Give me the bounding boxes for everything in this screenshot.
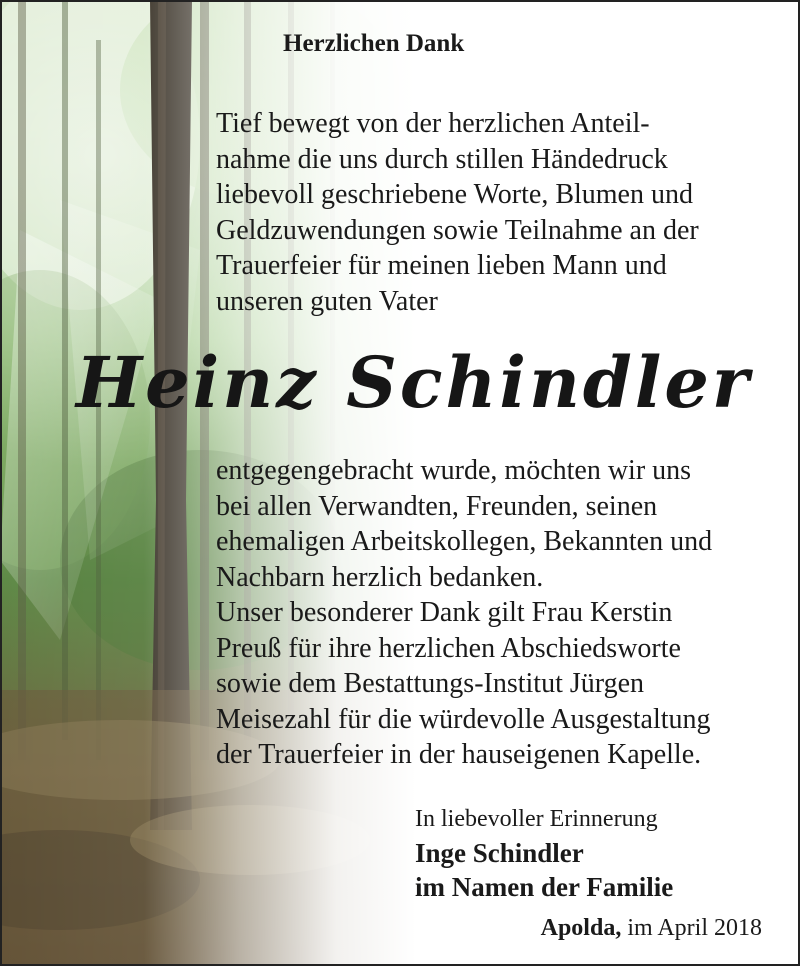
text-line: Geldzuwendungen sowie Teilnahme an der [216, 214, 699, 246]
text-line: unseren guten Vater [216, 285, 438, 317]
deceased-name: Heinz Schindler [76, 341, 752, 424]
text-line: sowie dem Bestattungs-Institut Jürgen [216, 668, 644, 699]
text-line: Unser besonderer Dank gilt Frau Kerstin [216, 597, 673, 628]
text-line: entgegengebracht wurde, möchten wir uns [216, 455, 692, 486]
text-line: liebevoll geschriebene Worte, Blumen und [216, 179, 693, 210]
special-thanks-paragraph [216, 595, 764, 773]
text-line: ehemaligen Arbeitskollegen, Bekannten und [216, 526, 713, 557]
thanks-paragraph [216, 453, 764, 595]
text-line: bei allen Verwandten, Freunden, seinen [216, 490, 658, 522]
signer-name: Inge Schindler [415, 838, 584, 868]
closing-phrase: In liebevoller Erinnerung [415, 806, 658, 832]
text-line: Preuß für ihre herzlichen Abschiedsworte [216, 632, 681, 664]
date: im April 2018 [627, 915, 762, 941]
text-line: der Trauerfeier in der hauseigenen Kapelle. [216, 739, 702, 770]
intro-paragraph [216, 106, 764, 319]
text-line: Trauerfeier für meinen lieben Mann und [216, 250, 667, 281]
signer-family: im Namen der Familie [415, 872, 674, 902]
place: Apolda, [540, 915, 622, 941]
text-line: Tief bewegt von der herzlichen Anteil- [216, 108, 650, 139]
place-and-date [541, 912, 762, 944]
text-line: Meisezahl für die würdevolle Ausgestaltung [216, 703, 711, 735]
heading: Herzlichen Dank [283, 30, 465, 57]
text-line: nahme die uns durch stillen Händedruck [216, 143, 668, 175]
text-line: Nachbarn herzlich bedanken. [216, 561, 544, 593]
